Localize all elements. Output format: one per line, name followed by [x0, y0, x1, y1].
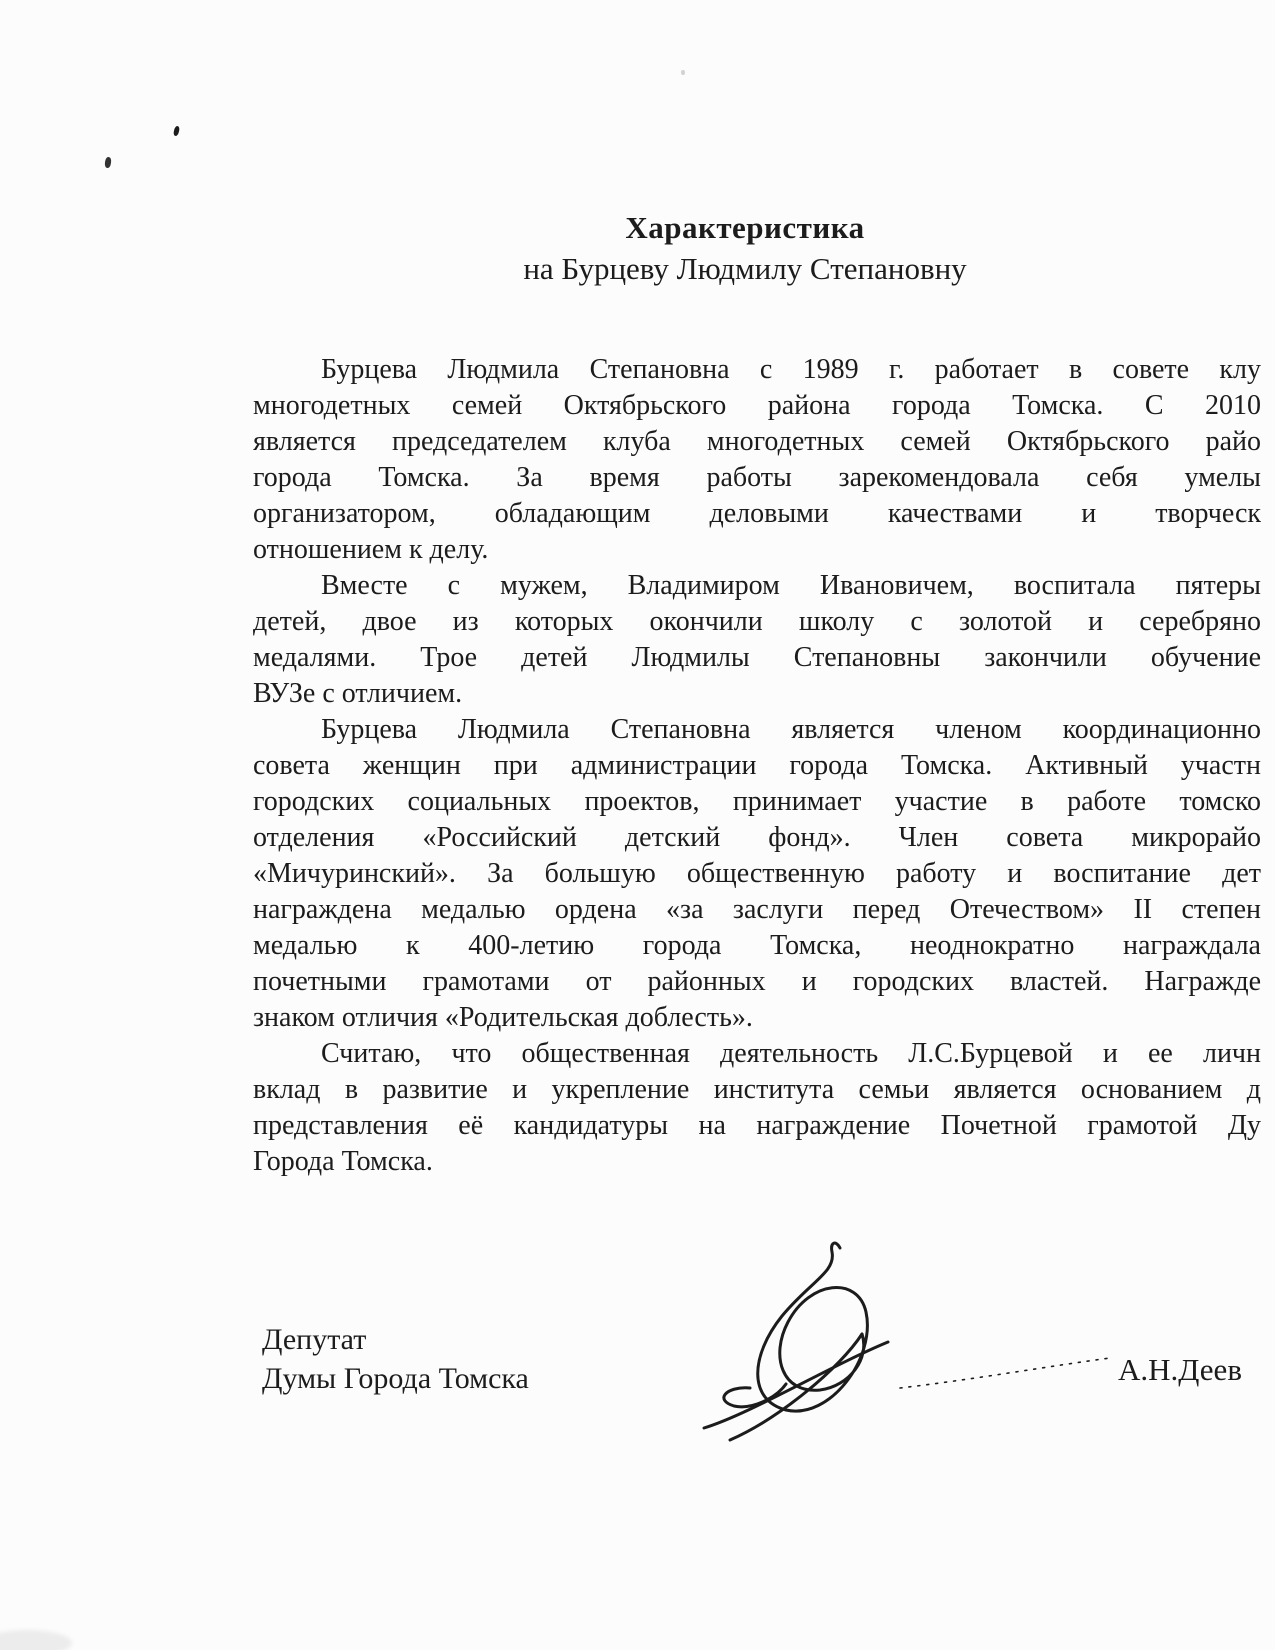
text-line: знаком отличия «Родительская доблесть».	[253, 1002, 753, 1033]
text-line: Бурцева Людмила Степановна с 1989 г. работает в совете клу	[321, 354, 1261, 385]
text-line: вклад в развитие и укрепление института семьи является основанием д	[253, 1074, 1261, 1105]
text-line: медалями. Трое детей Людмилы Степановны закончили обучение	[253, 642, 1261, 673]
signatory-role-line2: Думы Города Томска	[262, 1362, 529, 1395]
text-line: отделения «Российский детский фонд». Член совета микрорайо	[253, 822, 1261, 853]
text-line: представления её кандидатуры на награждение Почетной грамотой Ду	[253, 1110, 1261, 1141]
text-line: «Мичуринский». За большую общественную работу и воспитание дет	[253, 858, 1261, 889]
text-line: многодетных семей Октябрьского района города Томска. С 2010	[253, 390, 1261, 421]
text-line: медалью к 400-летию города Томска, неоднократно награждала	[253, 930, 1261, 961]
signatory-role-line1: Депутат	[262, 1323, 367, 1356]
text-line: детей, двое из которых окончили школу с золотой и серебряно	[253, 606, 1261, 637]
scan-smudge	[0, 1630, 72, 1650]
document-subject-line: на Бурцеву Людмилу Степановну	[523, 251, 967, 286]
text-line: отношением к делу.	[253, 534, 489, 565]
handwritten-signature-icon	[690, 1238, 1150, 1450]
text-line: города Томска. За время работы зарекомендовала себя умелы	[253, 462, 1261, 493]
text-line: организатором, обладающим деловыми качествами и творческ	[253, 498, 1261, 529]
signatory-role	[262, 1320, 529, 1398]
scan-speck	[173, 126, 180, 137]
text-line: Вместе с мужем, Владимиром Ивановичем, воспитала пятеры	[321, 570, 1261, 601]
text-line: Считаю, что общественная деятельность Л.С.Бурцевой и ее личн	[321, 1038, 1261, 1069]
text-line: городских социальных проектов, принимает участие в работе томско	[253, 786, 1261, 817]
text-line: Бурцева Людмила Степановна является членом координационно	[321, 714, 1261, 745]
document-type-heading: Характеристика	[625, 210, 865, 245]
scan-speck	[681, 70, 685, 75]
text-line: Города Томска.	[253, 1146, 433, 1177]
text-line: совета женщин при администрации города Томска. Активный участн	[253, 750, 1261, 781]
text-line: является председателем клуба многодетных семей Октябрьского райо	[253, 426, 1261, 457]
document-body	[253, 352, 1261, 1180]
text-line: ВУЗе с отличием.	[253, 678, 463, 709]
text-line: почетными грамотами от районных и городских властей. Награжде	[253, 966, 1261, 997]
signatory-name: А.Н.Деев	[1118, 1352, 1242, 1387]
text-line: награждена медалью ордена «за заслуги перед Отечеством» II степен	[253, 894, 1261, 925]
scan-speck	[104, 157, 111, 169]
document-title-block	[255, 210, 1235, 287]
